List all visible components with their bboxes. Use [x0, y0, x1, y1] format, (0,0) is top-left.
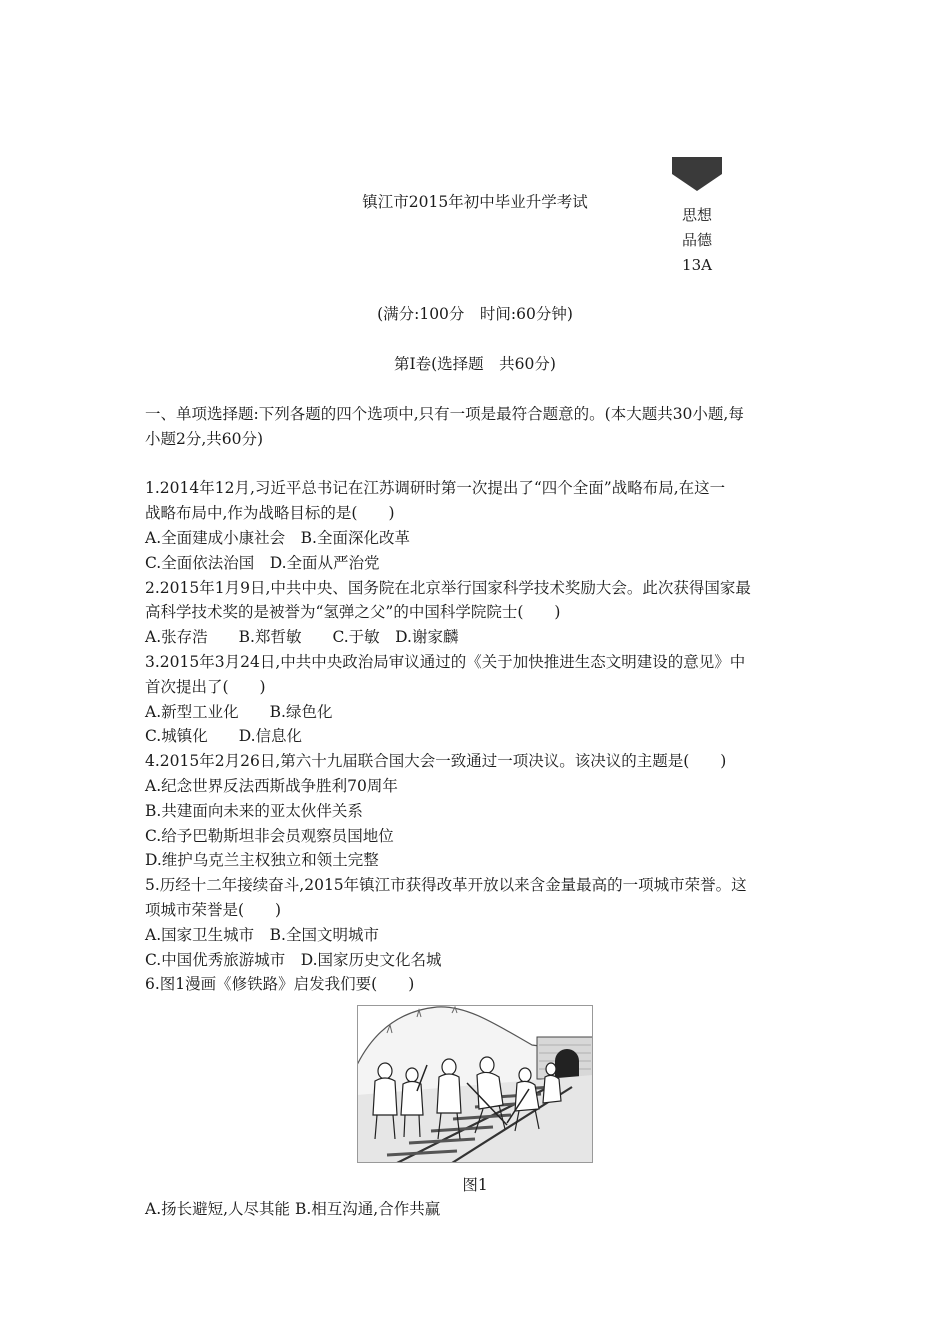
question-1-options: A.全面建成小康社会 B.全面深化改革 [145, 528, 410, 547]
question-2-options: A.张存浩 B.郑哲敏 C.于敏 D.谢家麟 [145, 628, 459, 647]
section-instruction: 小题2分,共60分) [145, 429, 264, 448]
question-6-option-line: A.扬长避短,人尽其能 B.相互沟通,合作共赢 [145, 1200, 441, 1218]
question-1-stem: 战略布局中,作为战略目标的是( ) [145, 504, 395, 523]
question-6-stem: 6.图1漫画《修铁路》启发我们要( ) [145, 975, 415, 994]
question-3-stem: 首次提出了( ) [145, 677, 266, 696]
question-4-options: B.共建面向未来的亚太伙伴关系 [145, 801, 363, 820]
question-5-options: A.国家卫生城市 B.全国文明城市 [145, 925, 379, 944]
question-5-stem: 5.历经十二年接续奋斗,2015年镇江市获得改革开放以来含金量最高的一项城市荣誉。这 [145, 876, 747, 895]
subject-line-2: 品德 [681, 231, 712, 249]
subject-line-1: 思想 [681, 206, 712, 224]
question-4-options: D.维护乌克兰主权独立和领土完整 [145, 851, 379, 870]
question-5-stem: 项城市荣誉是( ) [145, 900, 282, 919]
question-3-stem: 3.2015年3月24日,中共中央政治局审议通过的《关于加快推进生态文明建设的意见》中 [145, 652, 746, 671]
question-6-options [145, 1197, 810, 1222]
volume-heading: 第Ⅰ卷(选择题 共60分) [394, 355, 556, 373]
exam-title: 镇江市2015年初中毕业升学考试 [362, 193, 588, 211]
cartoon-railway-figure [357, 1005, 593, 1163]
question-2-stem: 高科学技术奖的是被誉为“氢弹之父”的中国科学院院士( ) [145, 603, 561, 622]
subject-code: 13A [682, 256, 712, 274]
subject-badge [672, 157, 722, 278]
question-4-options: C.给予巴勒斯坦非会员观察员国地位 [145, 826, 394, 845]
question-4-stem: 4.2015年2月26日,第六十九届联合国大会一致通过一项决议。该决议的主题是( ) [145, 752, 727, 771]
question-1-stem: 1.2014年12月,习近平总书记在江苏调研时第一次提出了“四个全面”战略布局,在这一 [145, 479, 726, 498]
section-instruction: 一、单项选择题:下列各题的四个选项中,只有一项是最符合题意的。(本大题共30小题,每 [145, 405, 744, 423]
question-1-options: C.全面依法治国 D.全面从严治党 [145, 553, 380, 572]
figure-caption: 图1 [462, 1176, 488, 1194]
question-4-options: A.纪念世界反法西斯战争胜利70周年 [145, 776, 398, 795]
bookmark-arrow-icon [672, 157, 722, 191]
question-section [145, 402, 810, 997]
question-3-options: A.新型工业化 B.绿色化 [145, 702, 333, 721]
exam-meta: (满分:100分 时间:60分钟) [377, 305, 573, 323]
question-5-options: C.中国优秀旅游城市 D.国家历史文化名城 [145, 950, 442, 969]
question-2-stem: 2.2015年1月9日,中共中央、国务院在北京举行国家科学技术奖励大会。此次获得国家最 [145, 578, 751, 597]
question-3-options: C.城镇化 D.信息化 [145, 727, 303, 746]
